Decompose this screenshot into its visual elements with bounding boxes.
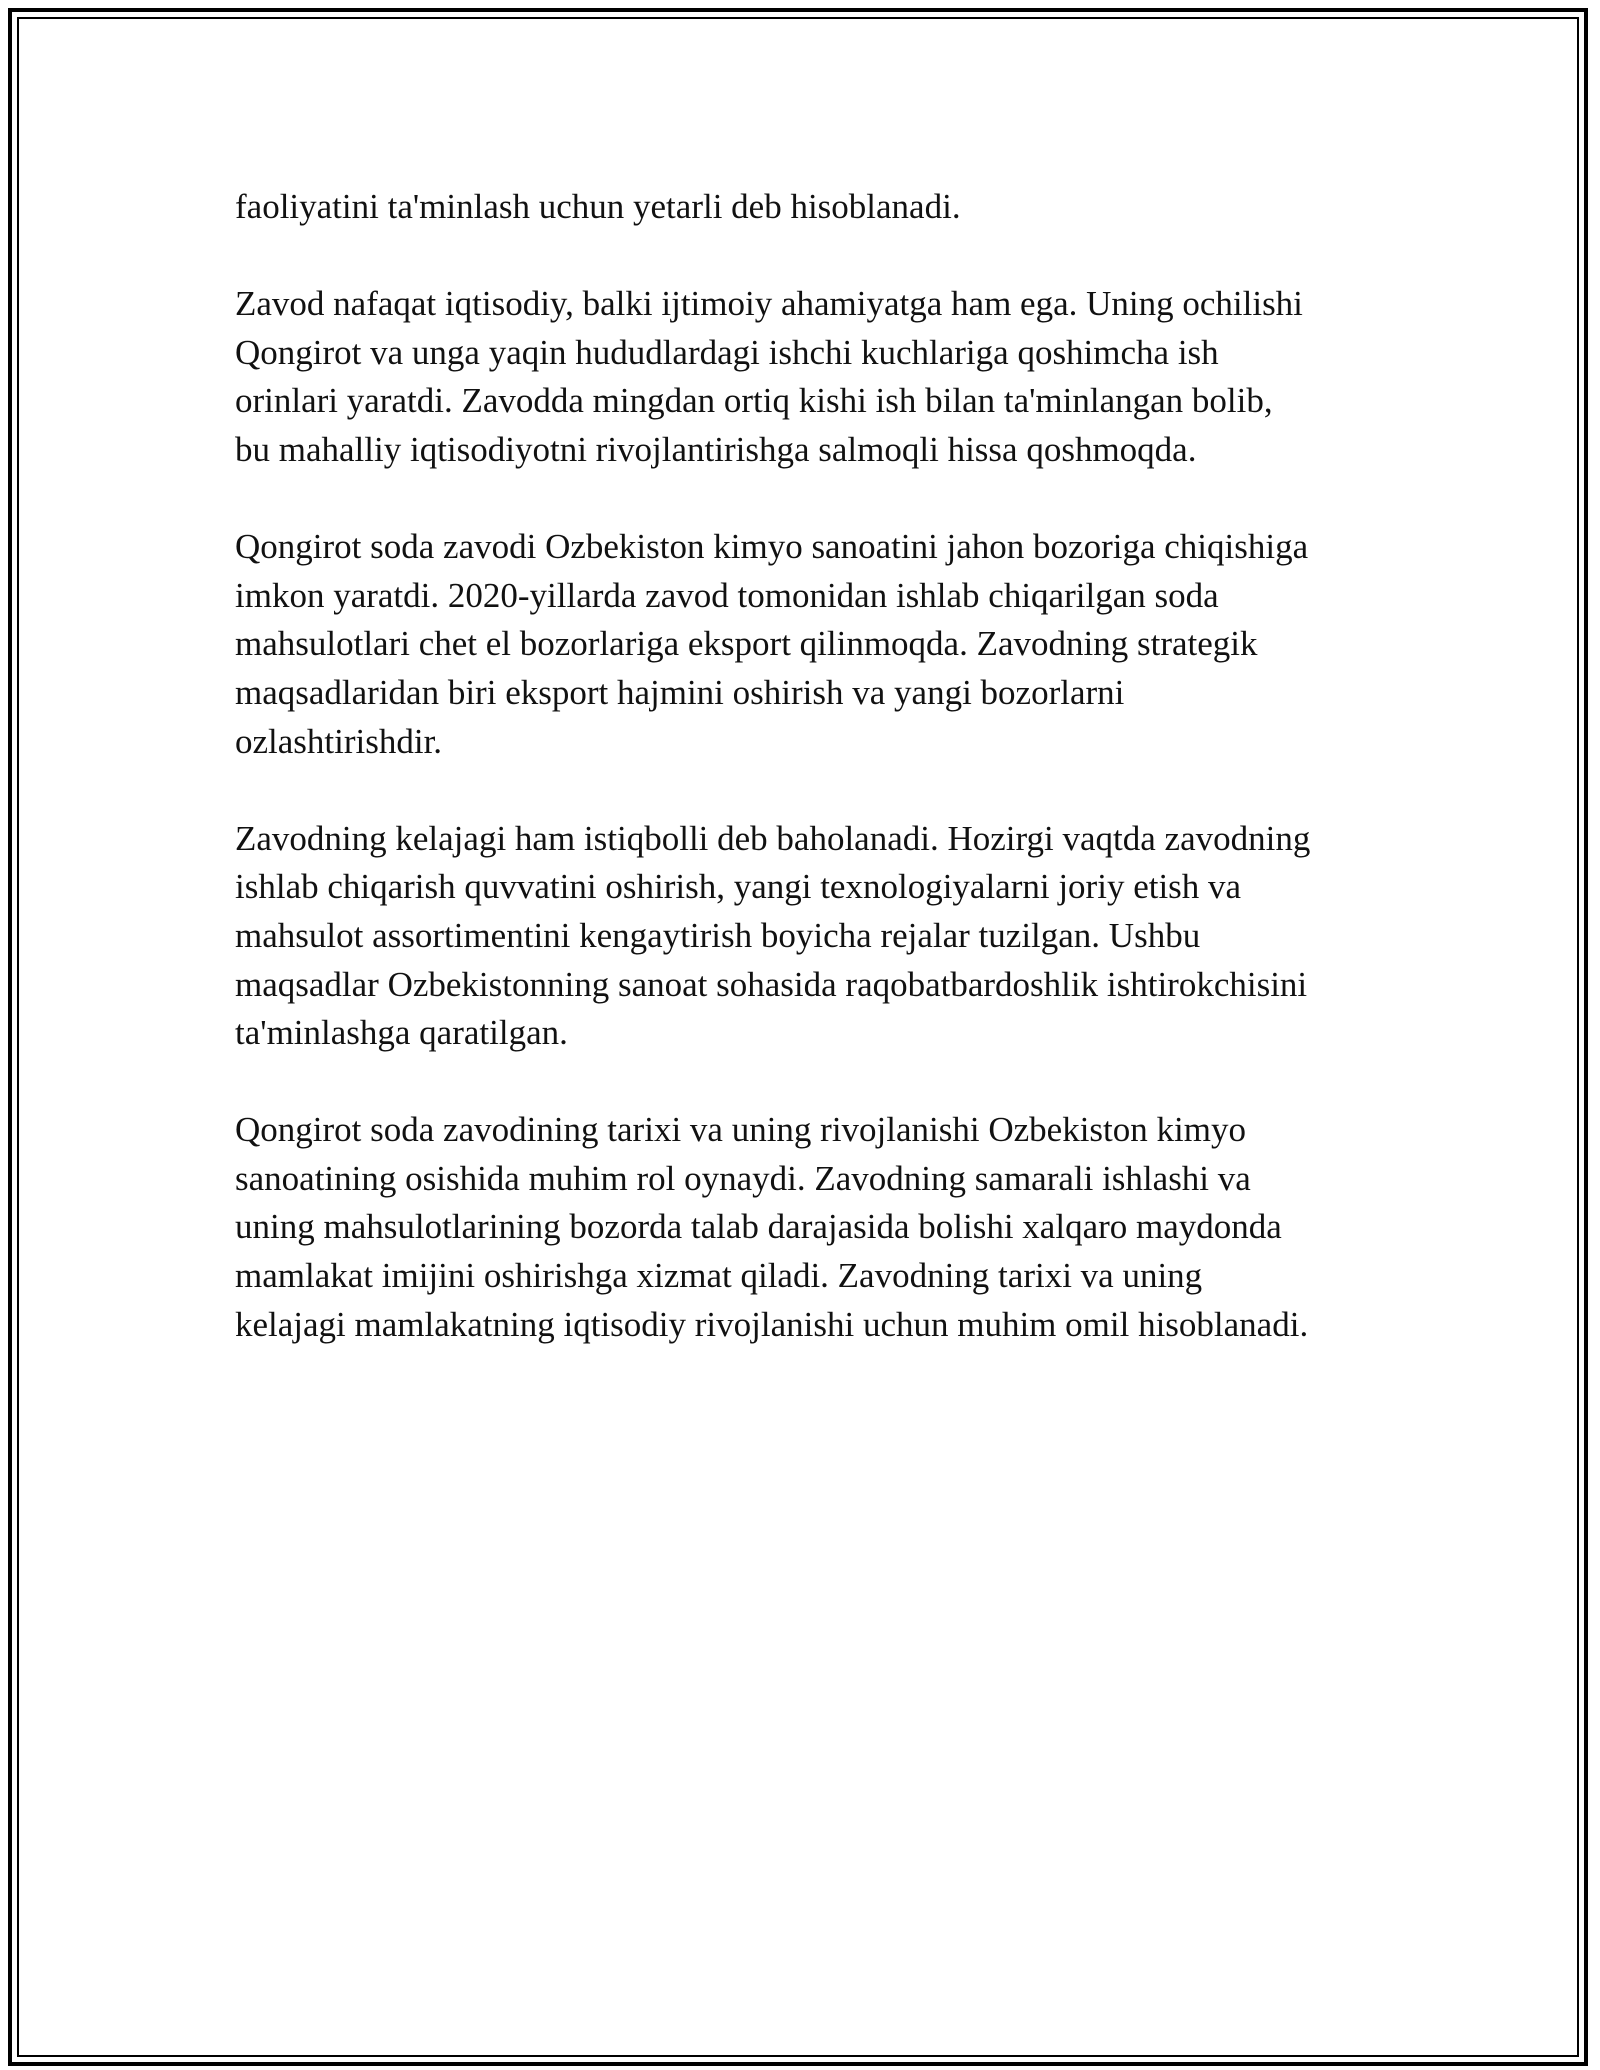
paragraph-5 [235,1106,1425,1349]
text-line: uning mahsulotlarining bozorda talab darajasida bolishi xalqaro maydonda [235,1207,1282,1247]
text-line: mahsulotlari chet el bozorlariga eksport qilinmoqda. Zavodning strategik [235,624,1258,664]
paragraph-3 [235,523,1425,766]
text-line: maqsadlar Ozbekistonning sanoat sohasida raqobatbardoshlik ishtirokchisini [235,964,1308,1004]
text-line: sanoatining osishida muhim rol oynaydi. Zavodning samarali ishlashi va [235,1158,1251,1198]
text-line: ishlab chiqarish quvvatini oshirish, yangi texnologiyalarni joriy etish va [235,867,1242,907]
paragraph-1 [235,183,1425,232]
text-line: imkon yaratdi. 2020-yillarda zavod tomonidan ishlab chiqarilgan soda [235,575,1219,615]
text-line: orinlari yaratdi. Zavodda mingdan ortiq kishi ish bilan ta'minlangan bolib, [235,381,1273,421]
text-line: Zavod nafaqat iqtisodiy, balki ijtimoiy ahamiyatga ham ega. Uning ochilishi [235,284,1303,324]
text-line: kelajagi mamlakatning iqtisodiy rivojlanishi uchun muhim omil hisoblanadi. [235,1304,1309,1344]
text-line: bu mahalliy iqtisodiyotni rivojlantirishga salmoqli hissa qoshmoqda. [235,429,1197,469]
text-line: Qongirot va unga yaqin hududlardagi ishchi kuchlariga qoshimcha ish [235,332,1219,372]
document-body [235,183,1425,1398]
text-line: ta'minlashga qaratilgan. [235,1013,568,1053]
text-line: Qongirot soda zavodining tarixi va uning rivojlanishi Ozbekiston kimyo [235,1110,1246,1150]
text-line: Zavodning kelajagi ham istiqbolli deb baholanadi. Hozirgi vaqtda zavodning [235,818,1311,858]
text-line: mamlakat imijini oshirishga xizmat qiladi. Zavodning tarixi va uning [235,1256,1203,1296]
text-line: mahsulot assortimentini kengaytirish boyicha rejalar tuzilgan. Ushbu [235,915,1201,955]
text-line: maqsadlaridan biri eksport hajmini oshirish va yangi bozorlarni [235,672,1125,712]
paragraph-2 [235,280,1425,474]
paragraph-4 [235,815,1425,1058]
text-line: faoliyatini ta'minlash uchun yetarli deb hisoblanadi. [235,187,961,226]
text-line: Qongirot soda zavodi Ozbekiston kimyo sanoatini jahon bozoriga chiqishiga [235,527,1309,567]
text-line: ozlashtirishdir. [235,721,443,761]
